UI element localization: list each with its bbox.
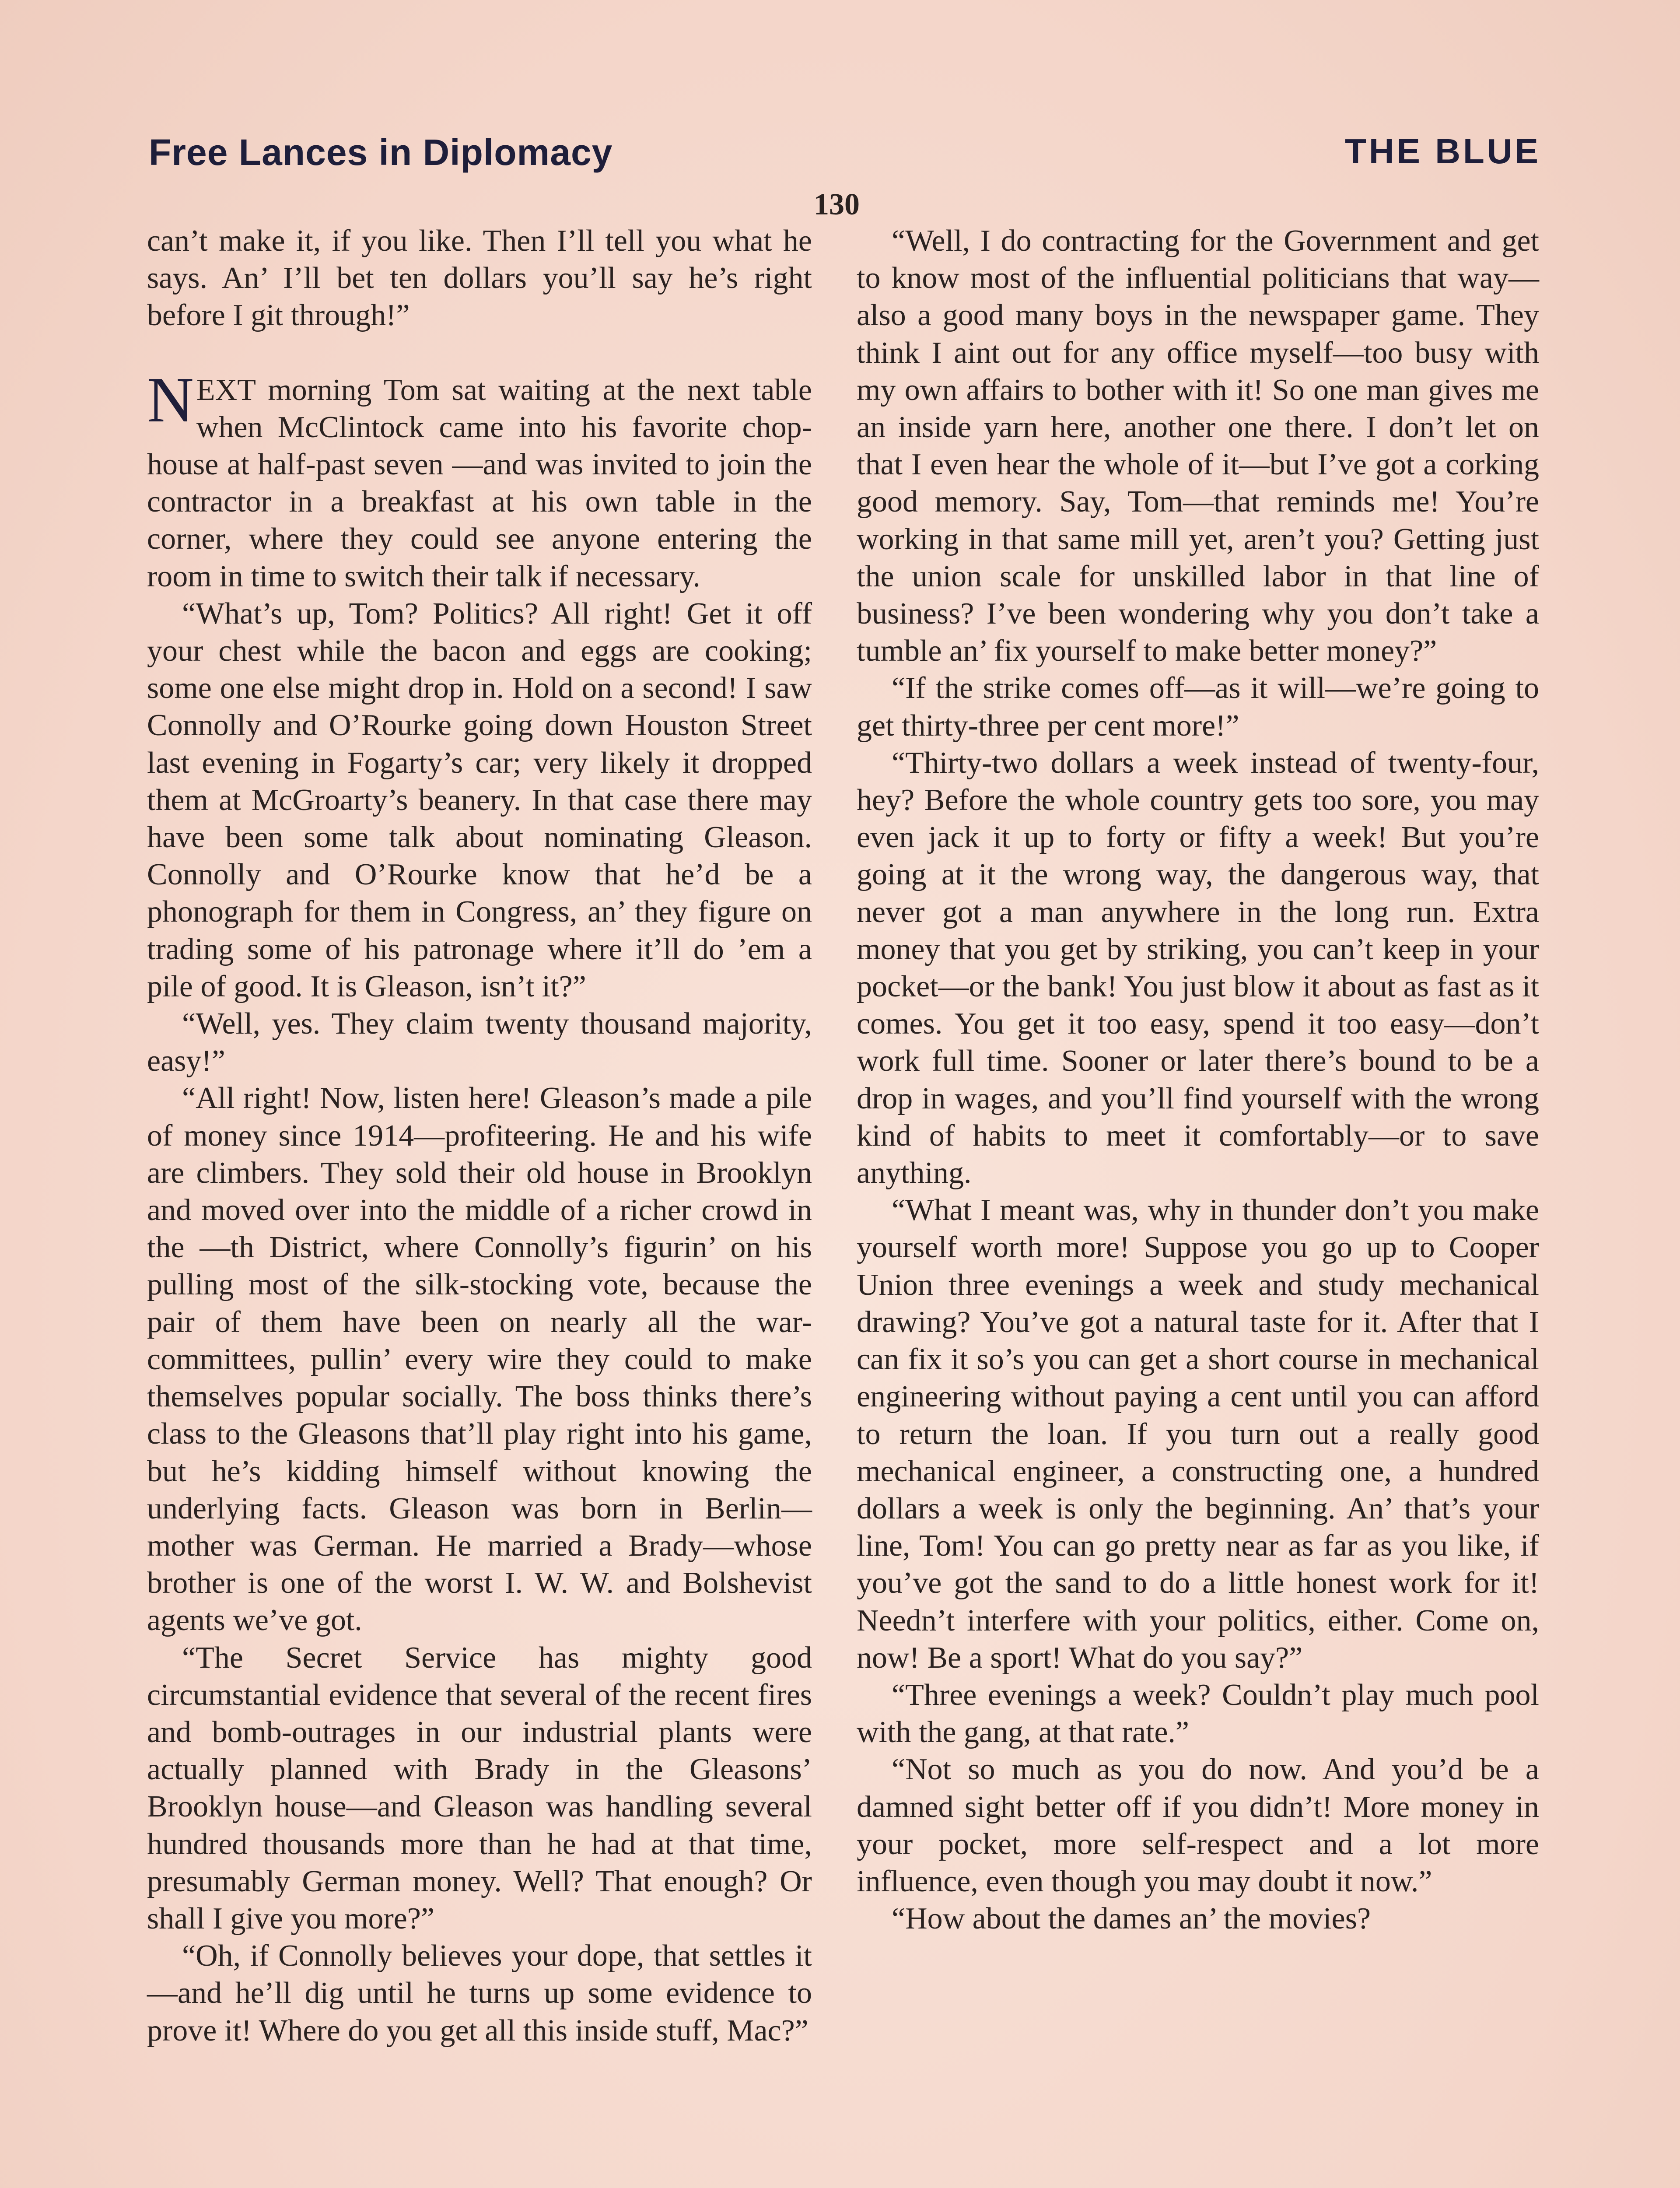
story-title: Free Lances in Diplomacy — [149, 132, 613, 173]
paragraph: “Well, I do contracting for the Government and get to know most of the influential politicians that way—also a good many boys in the newspaper game. They think I aint out for any office myself—too busy with my own affairs to bother with it! So one man gives me an inside yarn here, another one there. I don’t let on that I even hear the whole of it—but I’ve got a corking good memory. Say, Tom—that reminds me! You’re working in that same mill yet, aren’t you? Getting just the union scale for unskilled labor in that line of business? I’ve been wondering why you don’t take a tumble an’ fix yourself to make better money?” — [857, 224, 1539, 668]
paragraph: “Three evenings a week? Couldn’t play much pool with the gang, at that rate.” — [857, 1678, 1539, 1750]
drop-cap: N — [147, 364, 194, 436]
paragraph-text: EXT morning Tom sat waiting at the next table when McClintock came into his favorite chop-house at half-past seven —and was invited to join the contractor in a breakfast at his own table in the corner, where they could see anyone entering the room in time to switch their talk if necessary. — [147, 373, 812, 593]
paragraph: “How about the dames an’ the movies? — [892, 1902, 1371, 1936]
left-column — [147, 222, 812, 2049]
paragraph: “All right! Now, listen here! Gleason’s made a pile of money since 1914—profiteering. He and his wife are climbers. They sold their old house in Brooklyn and moved over into the middle of a richer crowd in the —th District, where Connolly’s figurin’ on his pulling most of the silk-stocking vote, because the pair of them have been on nearly all the war-committees, pullin’ every wire they could to make themselves popular socially. The boss thinks there’s class to the Gleasons that’ll play right into his game, but he’s kidding himself without knowing the underlying facts. Gleason was born in Berlin—mother was German. He married a Brady—whose brother is one of the worst I. W. W. and Bolshevist agents we’ve got. — [147, 1081, 812, 1637]
paragraph: “Oh, if Connolly believes your dope, that settles it—and he’ll dig until he turns up some evidence to prove it! Where do you get all this inside stuff, Mac?” — [147, 1939, 812, 2048]
right-column — [857, 222, 1539, 1937]
paragraph: “If the strike comes off—as it will—we’re going to get thirty-three per cent more!” — [857, 671, 1539, 743]
page-number: 130 — [814, 188, 860, 221]
paragraph: can’t make it, if you like. Then I’ll tell you what he says. An’ I’ll bet ten dollars you’ll say he’s right before I git through!” — [147, 224, 812, 333]
magazine-title: THE BLUE — [1345, 132, 1541, 171]
paragraph: “What’s up, Tom? Politics? All right! Get it off your chest while the bacon and eggs are cooking; some one else might drop in. Hold on a second! I saw Connolly and O’Rourke going down Houston Street last evening in Fogarty’s car; very likely it dropped them at McGroarty’s beanery. In that case there may have been some talk about nominating Gleason. Connolly and O’Rourke know that he’d be a phonograph for them in Congress, an’ they figure on trading some of his patronage where it’ll do ’em a pile of good. It is Gleason, isn’t it?” — [147, 596, 812, 1003]
paragraph: “Well, yes. They claim twenty thousand majority, easy!” — [147, 1007, 812, 1078]
paragraph: “What I meant was, why in thunder don’t you make yourself worth more! Suppose you go up to Cooper Union three evenings a week and study mechanical drawing? You’ve got a natural taste for it. After that I can fix it so’s you can get a short course in mechanical engineering without paying a cent until you can afford to return the loan. If you turn out a really good mechanical engineer, a constructing one, a hundred dollars a week is only the beginning. An’ that’s your line, Tom! You can go pretty near as far as you like, if you’ve got the sand to do a little honest work for it! Needn’t interfere with your politics, either. Come on, now! Be a sport! What do you say?” — [857, 1193, 1539, 1675]
paragraph: “Thirty-two dollars a week instead of twenty-four, hey? Before the whole country gets too sore, you may even jack it up to forty or fifty a week! But you’re going at it the wrong way, the dangerous way, that never got a man anywhere in the long run. Extra money that you get by striking, you can’t keep in your pocket—or the bank! You just blow it about as fast as it comes. You get it too easy, spend it too easy—don’t work full time. Sooner or later there’s bound to be a drop in wages, and you’ll find yourself with the wrong kind of habits to meet it comfortably—or to save anything. — [857, 746, 1539, 1190]
paragraph: “Not so much as you do now. And you’d be a damned sight better off if you didn’t! More money in your pocket, more self-respect and a lot more influence, even though you may doubt it now.” — [857, 1753, 1539, 1898]
paragraph-dropcap — [147, 364, 812, 595]
paragraph: “The Secret Service has mighty good circumstantial evidence that several of the recent fires and bomb-outrages in our industrial plants were actually planned with Brady in the Gleasons’ Brooklyn house—and Gleason was handling several hundred thousands more than he had at that time, presumably German money. Well? That enough? Or shall I give you more?” — [147, 1641, 812, 1936]
